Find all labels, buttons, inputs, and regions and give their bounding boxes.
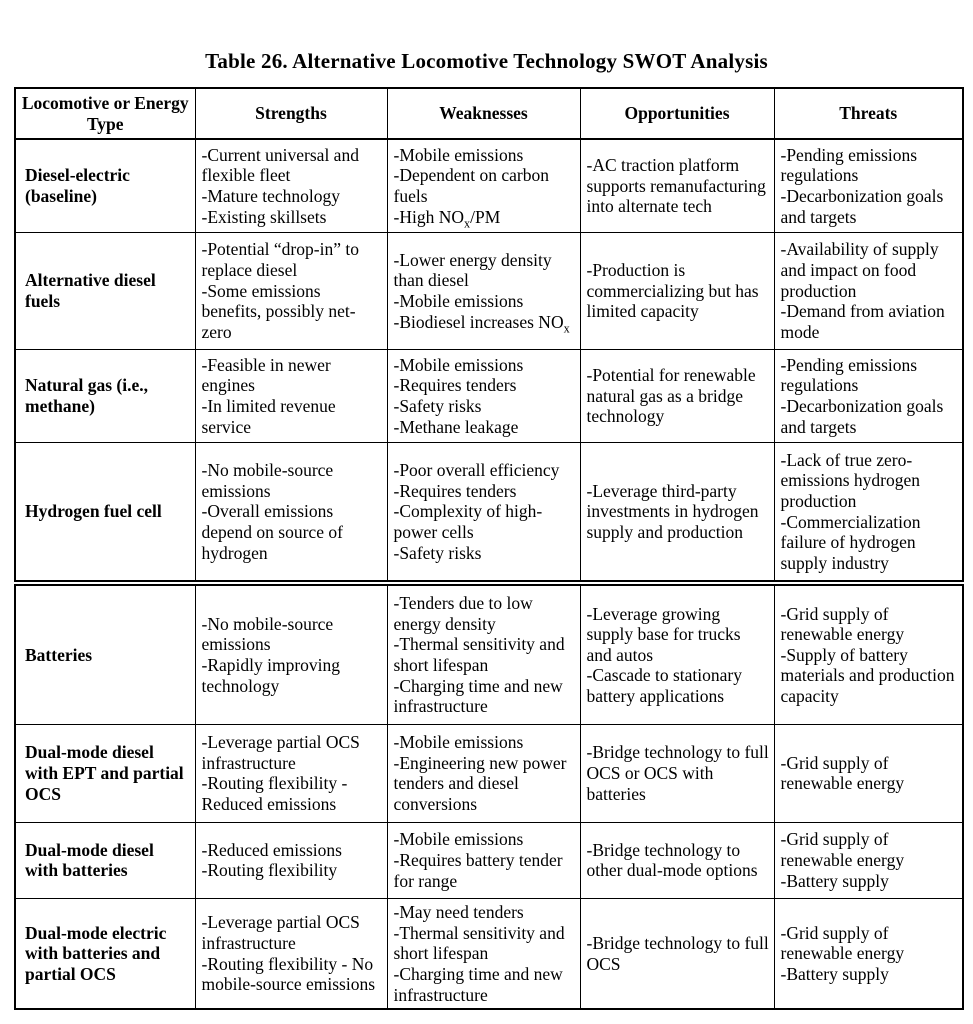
weaknesses-cell: -Mobile emissions -Requires tenders -Safety risks -Methane leakage: [387, 349, 580, 442]
table-title: Table 26. Alternative Locomotive Technology SWOT Analysis: [205, 49, 768, 73]
table-row-natural-gas: [15, 349, 963, 442]
strengths-cell: -Current universal and flexible fleet -Mature technology -Existing skillsets: [195, 139, 387, 232]
opportunities-cell: -AC traction platform supports remanufacturing into alternate tech: [580, 139, 774, 232]
swot-table: [14, 87, 964, 1010]
opportunities-cell: -Bridge technology to other dual-mode options: [580, 822, 774, 898]
opportunities-cell: -Production is commercializing but has limited capacity: [580, 232, 774, 349]
row-name-cell: Dual-mode diesel with batteries: [15, 822, 195, 898]
column-header-opportunities: Opportunities: [580, 88, 774, 139]
row-name-cell: Alternative diesel fuels: [15, 232, 195, 349]
opportunities-cell: -Potential for renewable natural gas as a bridge technology: [580, 349, 774, 442]
strengths-cell: -Reduced emissions -Routing flexibility: [195, 822, 387, 898]
row-name-cell: Hydrogen fuel cell: [15, 442, 195, 583]
weaknesses-cell: -May need tenders -Thermal sensitivity and short lifespan -Charging time and new infrastructure: [387, 898, 580, 1009]
opportunities-cell: -Leverage third-party investments in hydrogen supply and production: [580, 442, 774, 583]
strengths-cell: -Leverage partial OCS infrastructure -Routing flexibility - No mobile-source emissions: [195, 898, 387, 1009]
row-name-cell: Diesel-electric (baseline): [15, 139, 195, 232]
row-name-cell: Dual-mode electric with batteries and partial OCS: [15, 898, 195, 1009]
strengths-cell: -No mobile-source emissions -Overall emissions depend on source of hydrogen: [195, 442, 387, 583]
threats-cell: -Lack of true zero-emissions hydrogen production -Commercialization failure of hydrogen supply industry: [774, 442, 963, 583]
strengths-cell: -Potential “drop-in” to replace diesel -Some emissions benefits, possibly net-zero: [195, 232, 387, 349]
opportunities-cell: -Bridge technology to full OCS or OCS with batteries: [580, 724, 774, 822]
row-name-cell: Dual-mode diesel with EPT and partial OCS: [15, 724, 195, 822]
column-header-strengths: Strengths: [195, 88, 387, 139]
opportunities-cell: -Bridge technology to full OCS: [580, 898, 774, 1009]
threats-cell: -Pending emissions regulations -Decarbonization goals and targets: [774, 139, 963, 232]
table-row-dual-mode-electric-batteries-ocs: [15, 898, 963, 1009]
weaknesses-cell: -Mobile emissions -Engineering new power tenders and diesel conversions: [387, 724, 580, 822]
strengths-cell: -Leverage partial OCS infrastructure -Routing flexibility - Reduced emissions: [195, 724, 387, 822]
column-header-locomotive-type: Locomotive or Energy Type: [15, 88, 195, 139]
table-row-diesel-electric: [15, 139, 963, 232]
table-row-batteries: [15, 583, 963, 724]
table-row-dual-mode-diesel-batteries: [15, 822, 963, 898]
table-row-hydrogen-fuel-cell: [15, 442, 963, 583]
strengths-cell: -No mobile-source emissions -Rapidly improving technology: [195, 583, 387, 724]
threats-cell: -Grid supply of renewable energy -Battery supply: [774, 898, 963, 1009]
threats-cell: -Grid supply of renewable energy: [774, 724, 963, 822]
threats-cell: -Availability of supply and impact on food production -Demand from aviation mode: [774, 232, 963, 349]
strengths-cell: -Feasible in newer engines -In limited revenue service: [195, 349, 387, 442]
header-row: [15, 88, 963, 139]
weaknesses-cell: -Poor overall efficiency -Requires tenders -Complexity of high-power cells -Safety risks: [387, 442, 580, 583]
row-name-cell: Batteries: [15, 583, 195, 724]
table-row-alternative-diesel: [15, 232, 963, 349]
table-row-dual-mode-diesel-ept-ocs: [15, 724, 963, 822]
weaknesses-cell: -Tenders due to low energy density -Thermal sensitivity and short lifespan -Charging time and new infrastructure: [387, 583, 580, 724]
weaknesses-cell: -Mobile emissions -Requires battery tender for range: [387, 822, 580, 898]
column-header-weaknesses: Weaknesses: [387, 88, 580, 139]
threats-cell: -Grid supply of renewable energy -Battery supply: [774, 822, 963, 898]
weaknesses-cell: -Mobile emissions -Dependent on carbon fuels -High $NO_x/PM$: [387, 139, 580, 232]
threats-cell: -Pending emissions regulations -Decarbonization goals and targets: [774, 349, 963, 442]
weaknesses-cell: -Lower energy density than diesel -Mobile emissions -Biodiesel increases $NO_x$: [387, 232, 580, 349]
threats-cell: -Grid supply of renewable energy -Supply of battery materials and production capacity: [774, 583, 963, 724]
row-name-cell: Natural gas (i.e., methane): [15, 349, 195, 442]
opportunities-cell: -Leverage growing supply base for trucks and autos -Cascade to stationary battery applications: [580, 583, 774, 724]
column-header-threats: Threats: [774, 88, 963, 139]
